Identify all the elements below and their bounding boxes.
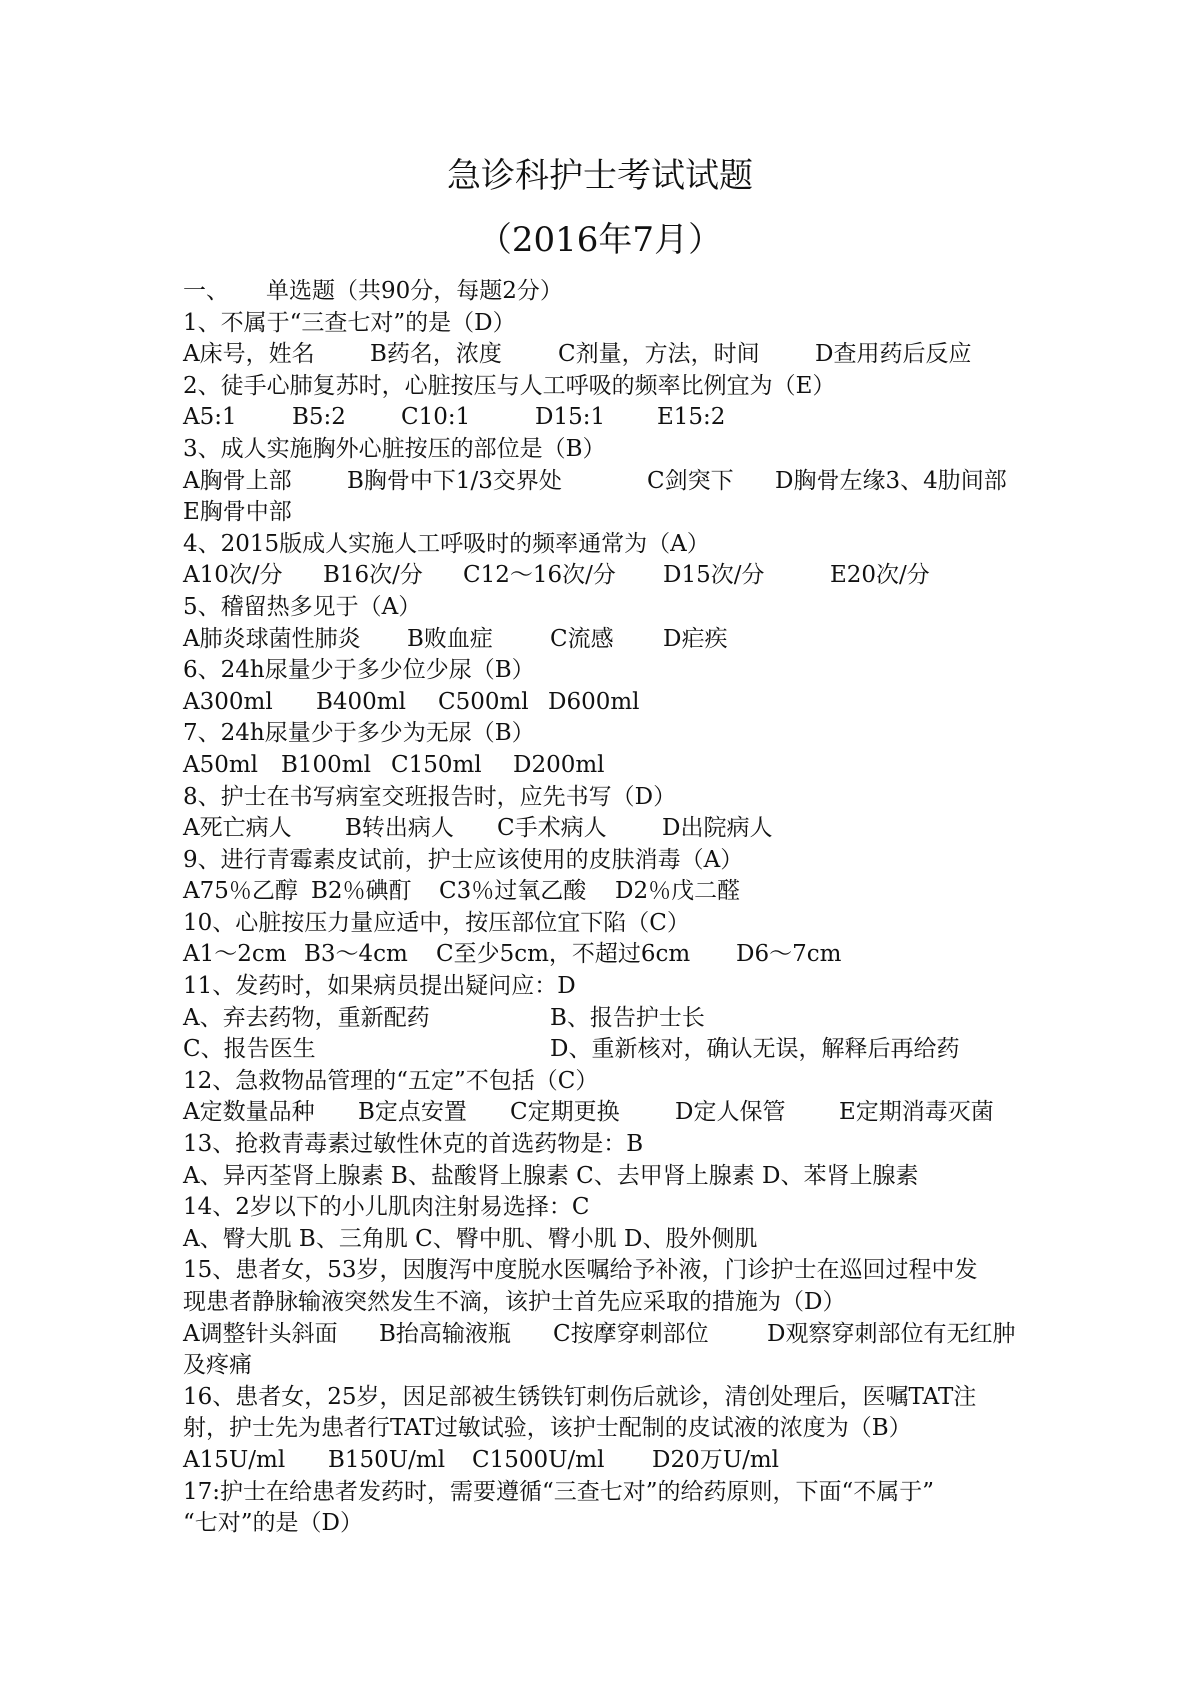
option: A300ml [183, 688, 273, 715]
options-12 [183, 1097, 1053, 1129]
options-15-cont [183, 1350, 1053, 1382]
option: D200ml [513, 751, 605, 778]
question-16-cont: 射，护士先为患者行TAT过敏试验，该护士配制的皮试液的浓度为（B） [183, 1415, 912, 1442]
options-7 [183, 750, 1053, 782]
option: C10:1 [401, 404, 471, 431]
option: A15U/ml [183, 1446, 286, 1473]
option: D观察穿刺部位有无红肿 [767, 1320, 1016, 1347]
option: B150U/ml [328, 1446, 446, 1473]
question-17-cont: “七对”的是（D） [183, 1510, 363, 1537]
options-14 [183, 1224, 1053, 1256]
option: E20次/分 [830, 562, 930, 589]
option: D查用药后反应 [815, 341, 972, 368]
option: C3％过氧乙酸 [439, 878, 587, 905]
options-5 [183, 624, 1053, 656]
option: 及疼痛 [183, 1352, 252, 1379]
section-label: 单选题（共90分，每题2分） [266, 278, 563, 304]
options-13 [183, 1161, 1053, 1193]
options-11 [183, 1003, 1053, 1035]
option: B2％碘酊 [311, 878, 412, 905]
option: B、报告护士长 [550, 1004, 705, 1031]
option: B5:2 [292, 404, 346, 431]
option: C、报告医生 [183, 1036, 316, 1063]
option: A75％乙醇 [183, 878, 298, 905]
exam-content [183, 276, 1053, 1540]
option: D600ml [548, 688, 640, 715]
question-7: 7、24h尿量少于多少为无尿（B） [183, 720, 535, 747]
section-heading [183, 276, 1053, 308]
option: A胸骨上部 [183, 467, 292, 494]
option: C500ml [438, 688, 529, 715]
question-15-cont: 现患者静脉输液突然发生不滴，该护士首先应采取的措施为（D） [183, 1289, 846, 1315]
option: B抬高输液瓶 [379, 1320, 511, 1347]
option: B转出病人 [345, 815, 454, 842]
option: D胸骨左缘3、4肋间部 [775, 467, 1007, 494]
question-12: 12、急救物品管理的“五定”不包括（C） [183, 1067, 599, 1094]
option: D20万U/ml [652, 1446, 780, 1473]
option: E定期消毒灭菌 [839, 1099, 994, 1126]
option: C剑突下 [647, 467, 734, 494]
option: C12～16次/分 [463, 562, 616, 589]
question-6: 6、24h尿量少于多少位少尿（B） [183, 657, 535, 684]
options-8 [183, 813, 1053, 845]
option: B胸骨中下1/3交界处 [347, 467, 562, 494]
options-6 [183, 687, 1053, 719]
question-11: 11、发药时，如果病员提出疑问应：D [183, 973, 576, 1000]
option: C手术病人 [497, 815, 607, 842]
question-2: 2、徒手心肺复苏时，心脏按压与人工呼吸的频率比例宜为（E） [183, 372, 836, 399]
option: B100ml [281, 751, 371, 778]
option: A5:1 [183, 404, 237, 431]
option: D6～7cm [736, 941, 842, 968]
question-3: 3、成人实施胸外心脏按压的部位是（B） [183, 435, 606, 462]
option: D、重新核对，确认无误，解释后再给药 [550, 1036, 960, 1063]
question-1: 1、不属于“三查七对”的是（D） [183, 309, 516, 336]
option: A50ml [183, 751, 259, 778]
option: A1～2cm [183, 941, 287, 968]
options-3 [183, 466, 1053, 498]
question-17: 17:护士在给患者发药时，需要遵循“三查七对”的给药原则，下面“不属于” [183, 1478, 935, 1505]
options-10 [183, 939, 1053, 971]
options-16 [183, 1445, 1053, 1477]
option: C1500U/ml [472, 1446, 605, 1473]
option: A肺炎球菌性肺炎 [183, 625, 361, 652]
page-subtitle: （2016年7月） [477, 220, 723, 260]
option: B定点安置 [358, 1099, 467, 1126]
option: A、臀大肌 B、三角肌 C、臀中肌、臀小肌 D、股外侧肌 [183, 1225, 758, 1252]
option: C至少5cm，不超过6cm [436, 941, 691, 968]
option: C定期更换 [510, 1099, 620, 1126]
option: D定人保管 [675, 1099, 786, 1126]
option: D2％戊二醛 [615, 878, 741, 905]
question-10: 10、心脏按压力量应适中，按压部位宜下陷（C） [183, 909, 690, 936]
question-5: 5、稽留热多见于（A） [183, 593, 422, 620]
option: D15次/分 [663, 562, 765, 589]
question-14: 14、2岁以下的小儿肌肉注射易选择：C [183, 1194, 590, 1221]
option: A、异丙荃肾上腺素 B、盐酸肾上腺素 C、去甲肾上腺素 D、苯肾上腺素 [183, 1162, 919, 1189]
option: E15:2 [657, 404, 726, 431]
options-4 [183, 560, 1053, 592]
options-1 [183, 339, 1053, 371]
option: C150ml [391, 751, 482, 778]
options-11-cont [183, 1034, 1053, 1066]
option: D出院病人 [662, 815, 773, 842]
option: D疟疾 [663, 625, 728, 652]
option: A床号，姓名 [183, 341, 315, 368]
question-4: 4、2015版成人实施人工呼吸时的频率通常为（A） [183, 530, 710, 557]
question-16: 16、患者女，25岁，因足部被生锈铁钉刺伤后就诊，清创处理后，医嘱TAT注 [183, 1383, 977, 1410]
section-number: 一、 [183, 278, 229, 304]
options-2 [183, 402, 1053, 434]
option: A、弃去药物，重新配药 [183, 1004, 430, 1031]
option: C流感 [550, 625, 614, 652]
option: B3～4cm [304, 941, 408, 968]
question-8: 8、护士在书写病室交班报告时，应先书写（D） [183, 783, 677, 810]
option: C按摩穿刺部位 [553, 1320, 709, 1347]
option: B400ml [316, 688, 406, 715]
question-13: 13、抢救青毒素过敏性休克的首选药物是：B [183, 1131, 644, 1158]
option: A定数量品种 [183, 1099, 315, 1126]
option: E胸骨中部 [183, 499, 292, 526]
options-3-cont [183, 497, 1053, 529]
option: B16次/分 [323, 562, 423, 589]
option: B药名，浓度 [370, 341, 502, 368]
option: A调整针头斜面 [183, 1320, 338, 1347]
option: A10次/分 [183, 562, 283, 589]
option: D15:1 [535, 404, 606, 431]
option: C剂量，方法，时间 [558, 341, 760, 368]
options-9 [183, 876, 1053, 908]
option: B败血症 [407, 625, 493, 652]
option: A死亡病人 [183, 815, 292, 842]
question-9: 9、进行青霉素皮试前，护士应该使用的皮肤消毒（A） [183, 846, 744, 873]
options-15 [183, 1319, 1053, 1351]
page-title: 急诊科护士考试试题 [447, 156, 753, 196]
question-15: 15、患者女，53岁，因腹泻中度脱水医嘱给予补液，门诊护士在巡回过程中发 [183, 1257, 978, 1284]
